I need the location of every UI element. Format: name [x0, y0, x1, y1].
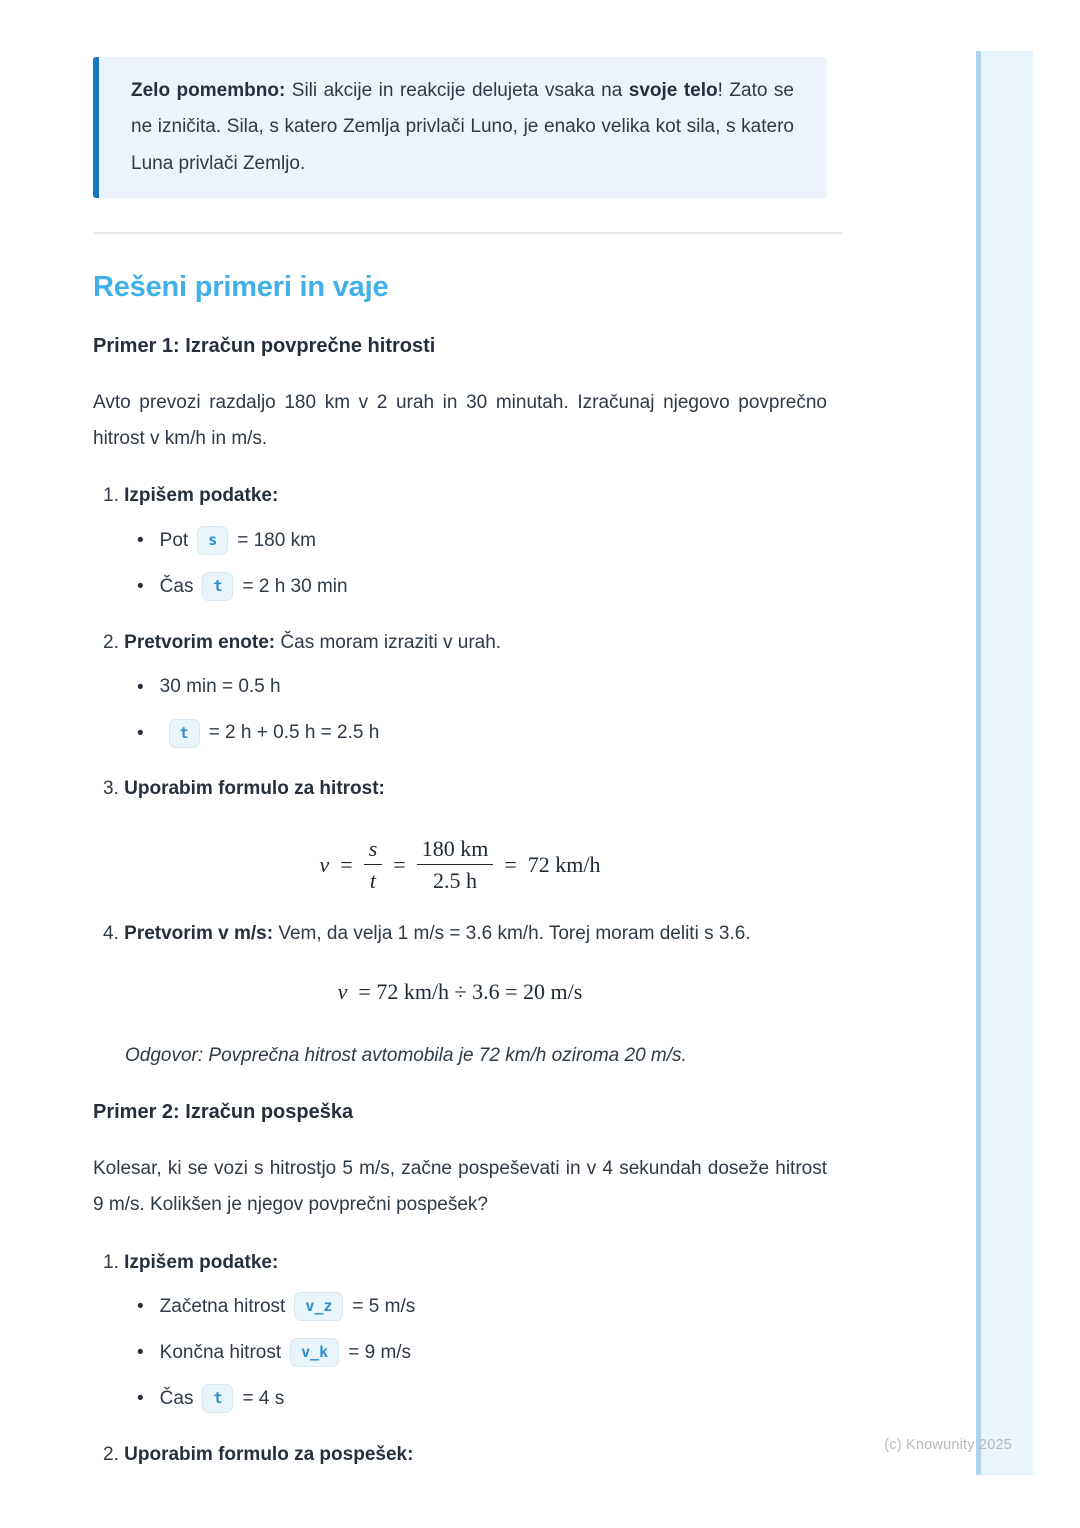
content-column [93, 0, 843, 1470]
step-text: Vem, da velja 1 m/s = 3.6 km/h. Torej moram deliti s 3.6. [273, 922, 751, 944]
bullet-text: Začetna hitrost [159, 1295, 286, 1317]
step-number: 2. [103, 631, 119, 653]
primer1-step2-bullets [93, 670, 843, 750]
bullet-value: = 9 m/s [348, 1341, 412, 1363]
bullet-icon [137, 724, 144, 743]
list-item [93, 1336, 843, 1370]
list-item [93, 670, 843, 704]
velocity-formula [93, 835, 827, 895]
primer1-answer: Odgovor: Povprečna hitrost avtomobila je 72 km/h oziroma 20 m/s. [125, 1044, 687, 1066]
callout-lead: Zelo pomembno: [131, 80, 286, 101]
step-label: Uporabim formulo za hitrost: [124, 778, 385, 800]
variable-chip-vk: v_k [290, 1338, 339, 1367]
formula-variable: v [319, 851, 330, 877]
step-label: Uporabim formulo za pospešek: [124, 1443, 414, 1465]
primer1-step-4 [93, 919, 843, 949]
variable-chip-s: s [197, 526, 228, 555]
fraction-s-over-t [364, 835, 383, 895]
list-item [93, 570, 843, 604]
step-label: Izpišem podatke: [124, 1251, 279, 1273]
bullet-text: Pot [159, 529, 189, 551]
primer1-intro: Avto prevozi razdaljo 180 km v 2 urah in 30 minutah. Izračunaj njegovo povprečno hitrost v km/h in m/s. [93, 392, 827, 450]
section-title: Rešeni primeri in vaje [93, 271, 389, 304]
primer1-step-2 [93, 628, 843, 658]
formula-variable: v [337, 978, 348, 1004]
step-text: Čas moram izraziti v urah. [275, 631, 502, 653]
fraction-numerator: 180 km [417, 835, 494, 866]
formula-row [320, 835, 601, 895]
primer1-step1-bullets [93, 524, 843, 604]
step-label: Izpišem podatke: [124, 485, 279, 507]
step-number: 1. [103, 1251, 119, 1273]
step-label: Pretvorim v m/s: [124, 922, 274, 944]
callout-text-1: Sili akcije in reakcije delujeta vsaka na [285, 80, 629, 101]
variable-chip-vz: v_z [294, 1292, 343, 1321]
bullet-value: = 2 h 30 min [242, 575, 348, 597]
equals-sign: = [504, 851, 517, 877]
variable-chip-t: t [169, 719, 200, 748]
copyright-footer: (c) Knowunity 2025 [884, 1437, 1012, 1453]
variable-chip-t: t [202, 1384, 233, 1413]
bullet-icon [137, 1343, 144, 1362]
formula-result: 72 km/h [527, 851, 601, 877]
primer2-step-1 [93, 1248, 843, 1278]
bullet-value: = 5 m/s [352, 1295, 416, 1317]
bullet-value: = 2 h + 0.5 h = 2.5 h [208, 722, 380, 744]
list-item [93, 524, 843, 558]
bullet-icon [137, 1297, 144, 1316]
callout-text-2: ! Zato se ne izničita. Sila, s katero Zemlja privlači Luno, je enako velika kot sila, s katero Luna privlači Zemljo. [131, 80, 794, 174]
equals-sign: = [340, 851, 353, 877]
primer1-step-1 [93, 481, 843, 511]
bullet-icon [137, 1389, 144, 1408]
primer2-step1-bullets [93, 1290, 843, 1416]
fraction-numerator: s [364, 835, 383, 866]
bullet-text: Čas [159, 1387, 194, 1409]
primer2-intro: Kolesar, ki se vozi s hitrostjo 5 m/s, začne pospeševati in v 4 sekundah doseže hitrost 9 m/s. Kolikšen je njegov povprečni pospešek? [93, 1158, 827, 1216]
bullet-icon [137, 577, 144, 596]
callout-emphasis: svoje telo [628, 80, 718, 101]
next-page-edge [976, 51, 1033, 1475]
bullet-text: Končna hitrost [159, 1341, 282, 1363]
bullet-value: = 4 s [242, 1387, 285, 1409]
step-number: 2. [103, 1443, 119, 1465]
step-number: 3. [103, 778, 119, 800]
important-callout [93, 57, 827, 198]
bullet-value: = 180 km [237, 529, 316, 551]
bullet-text: Čas [159, 575, 194, 597]
variable-chip-t: t [202, 572, 233, 601]
bullet-icon [137, 531, 144, 550]
formula-expression: = 72 km/h ÷ 3.6 = 20 m/s [358, 978, 583, 1004]
section-divider [93, 232, 843, 234]
step-label: Pretvorim enote: [124, 631, 276, 653]
list-item [93, 1290, 843, 1324]
primer2-title: Primer 2: Izračun pospeška [93, 1101, 354, 1124]
conversion-formula [93, 979, 827, 1005]
primer2-step-2 [93, 1440, 843, 1470]
equals-sign: = [393, 851, 406, 877]
step-number: 1. [103, 485, 119, 507]
step-number: 4. [103, 922, 119, 944]
formula-row [338, 979, 583, 1005]
primer1-title: Primer 1: Izračun povprečne hitrosti [93, 335, 436, 358]
bullet-icon [137, 678, 144, 697]
primer1-step-3 [93, 774, 843, 804]
list-item [93, 1382, 843, 1416]
fraction-denominator: t [369, 868, 377, 894]
list-item [93, 716, 843, 750]
fraction-denominator: 2.5 h [433, 868, 477, 894]
fraction-distance-over-time [417, 835, 494, 895]
bullet-text: 30 min = 0.5 h [159, 676, 281, 698]
